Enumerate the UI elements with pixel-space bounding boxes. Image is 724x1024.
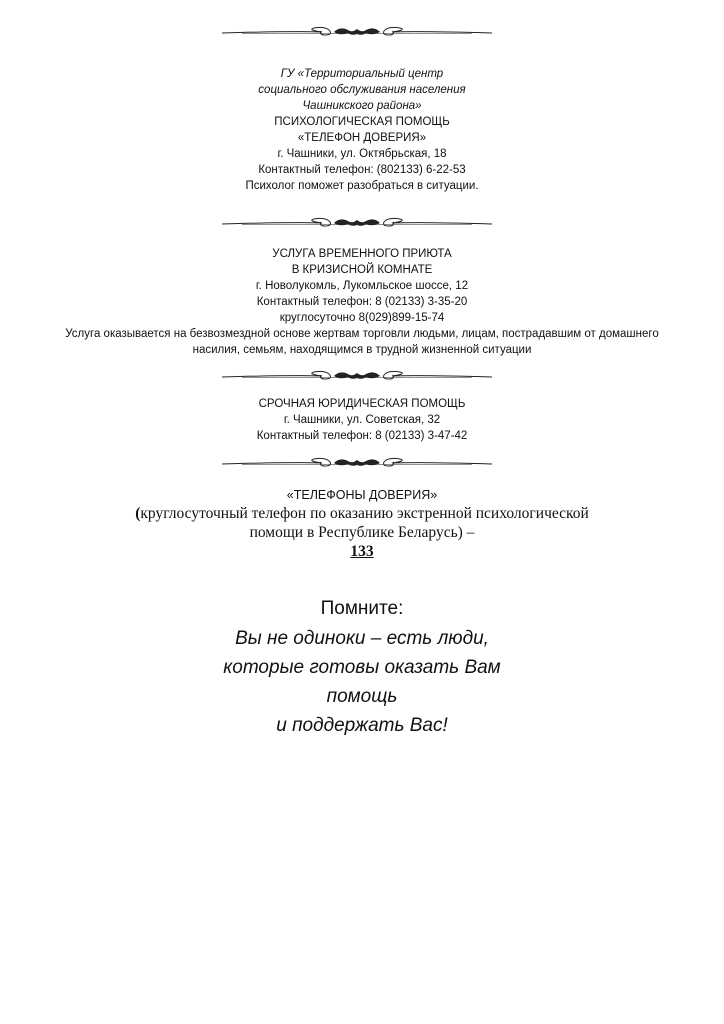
section-title: УСЛУГА ВРЕМЕННОГО ПРИЮТА xyxy=(272,248,452,260)
org-name-line: Чашникского района» xyxy=(302,100,422,112)
contact-phone: Контактный телефон: (802133) 6-22-53 xyxy=(258,164,466,176)
ornament-divider xyxy=(222,24,492,40)
closing-line: помощь xyxy=(326,686,398,707)
closing-line: и поддержать Вас! xyxy=(276,715,448,736)
ornament-divider xyxy=(222,455,492,471)
hotline-description xyxy=(0,504,724,523)
closing-line: Вы не одиноки – есть люди, xyxy=(235,628,489,649)
section-title: В КРИЗИСНОЙ КОМНАТЕ xyxy=(291,264,433,276)
section-title: ПСИХОЛОГИЧЕСКАЯ ПОМОЩЬ xyxy=(274,116,450,128)
contact-phone-24h: круглосуточно 8(029)899-15-74 xyxy=(279,312,445,324)
closing-title: Помните: xyxy=(320,598,404,619)
org-name-line: ГУ «Территориальный центр xyxy=(280,68,444,80)
contact-phone: Контактный телефон: 8 (02133) 3-35-20 xyxy=(256,296,468,308)
closing-message xyxy=(0,596,724,740)
description: Услуга оказывается на безвозмездной основе жертвам торговли людьми, лицам, пострадавшим от домашнего xyxy=(65,328,659,340)
section-title: СРОЧНАЯ ЮРИДИЧЕСКАЯ ПОМОЩЬ xyxy=(258,398,466,410)
note: Психолог поможет разобраться в ситуации. xyxy=(245,180,479,192)
address: г. Чашники, ул. Советская, 32 xyxy=(283,414,441,426)
org-name-line: социального обслуживания населения xyxy=(258,84,466,96)
closing-line: которые готовы оказать Вам xyxy=(223,657,501,678)
ornament-divider xyxy=(222,215,492,231)
contact-phone: Контактный телефон: 8 (02133) 3-47-42 xyxy=(256,430,468,442)
section-hotlines xyxy=(0,486,724,561)
open-paren: ( xyxy=(135,505,141,522)
section-psychological-help xyxy=(0,66,724,194)
address: г. Новолукомль, Лукомльское шоссе, 12 xyxy=(255,280,469,292)
ornament-divider xyxy=(222,368,492,384)
address: г. Чашники, ул. Октябрьская, 18 xyxy=(277,148,447,160)
hotline-description: помощи в Республике Беларусь) – xyxy=(249,524,475,541)
section-crisis-room xyxy=(0,246,724,358)
hotline-description-text: круглосуточный телефон по оказанию экстренной психологической xyxy=(140,505,589,522)
description: насилия, семьям, находящимся в трудной жизненной ситуации xyxy=(192,344,532,356)
section-title: «ТЕЛЕФОН ДОВЕРИЯ» xyxy=(297,132,427,144)
section-legal-help xyxy=(0,396,724,444)
hotline-number: 133 xyxy=(350,543,374,560)
section-title: «ТЕЛЕФОНЫ ДОВЕРИЯ» xyxy=(286,488,438,502)
